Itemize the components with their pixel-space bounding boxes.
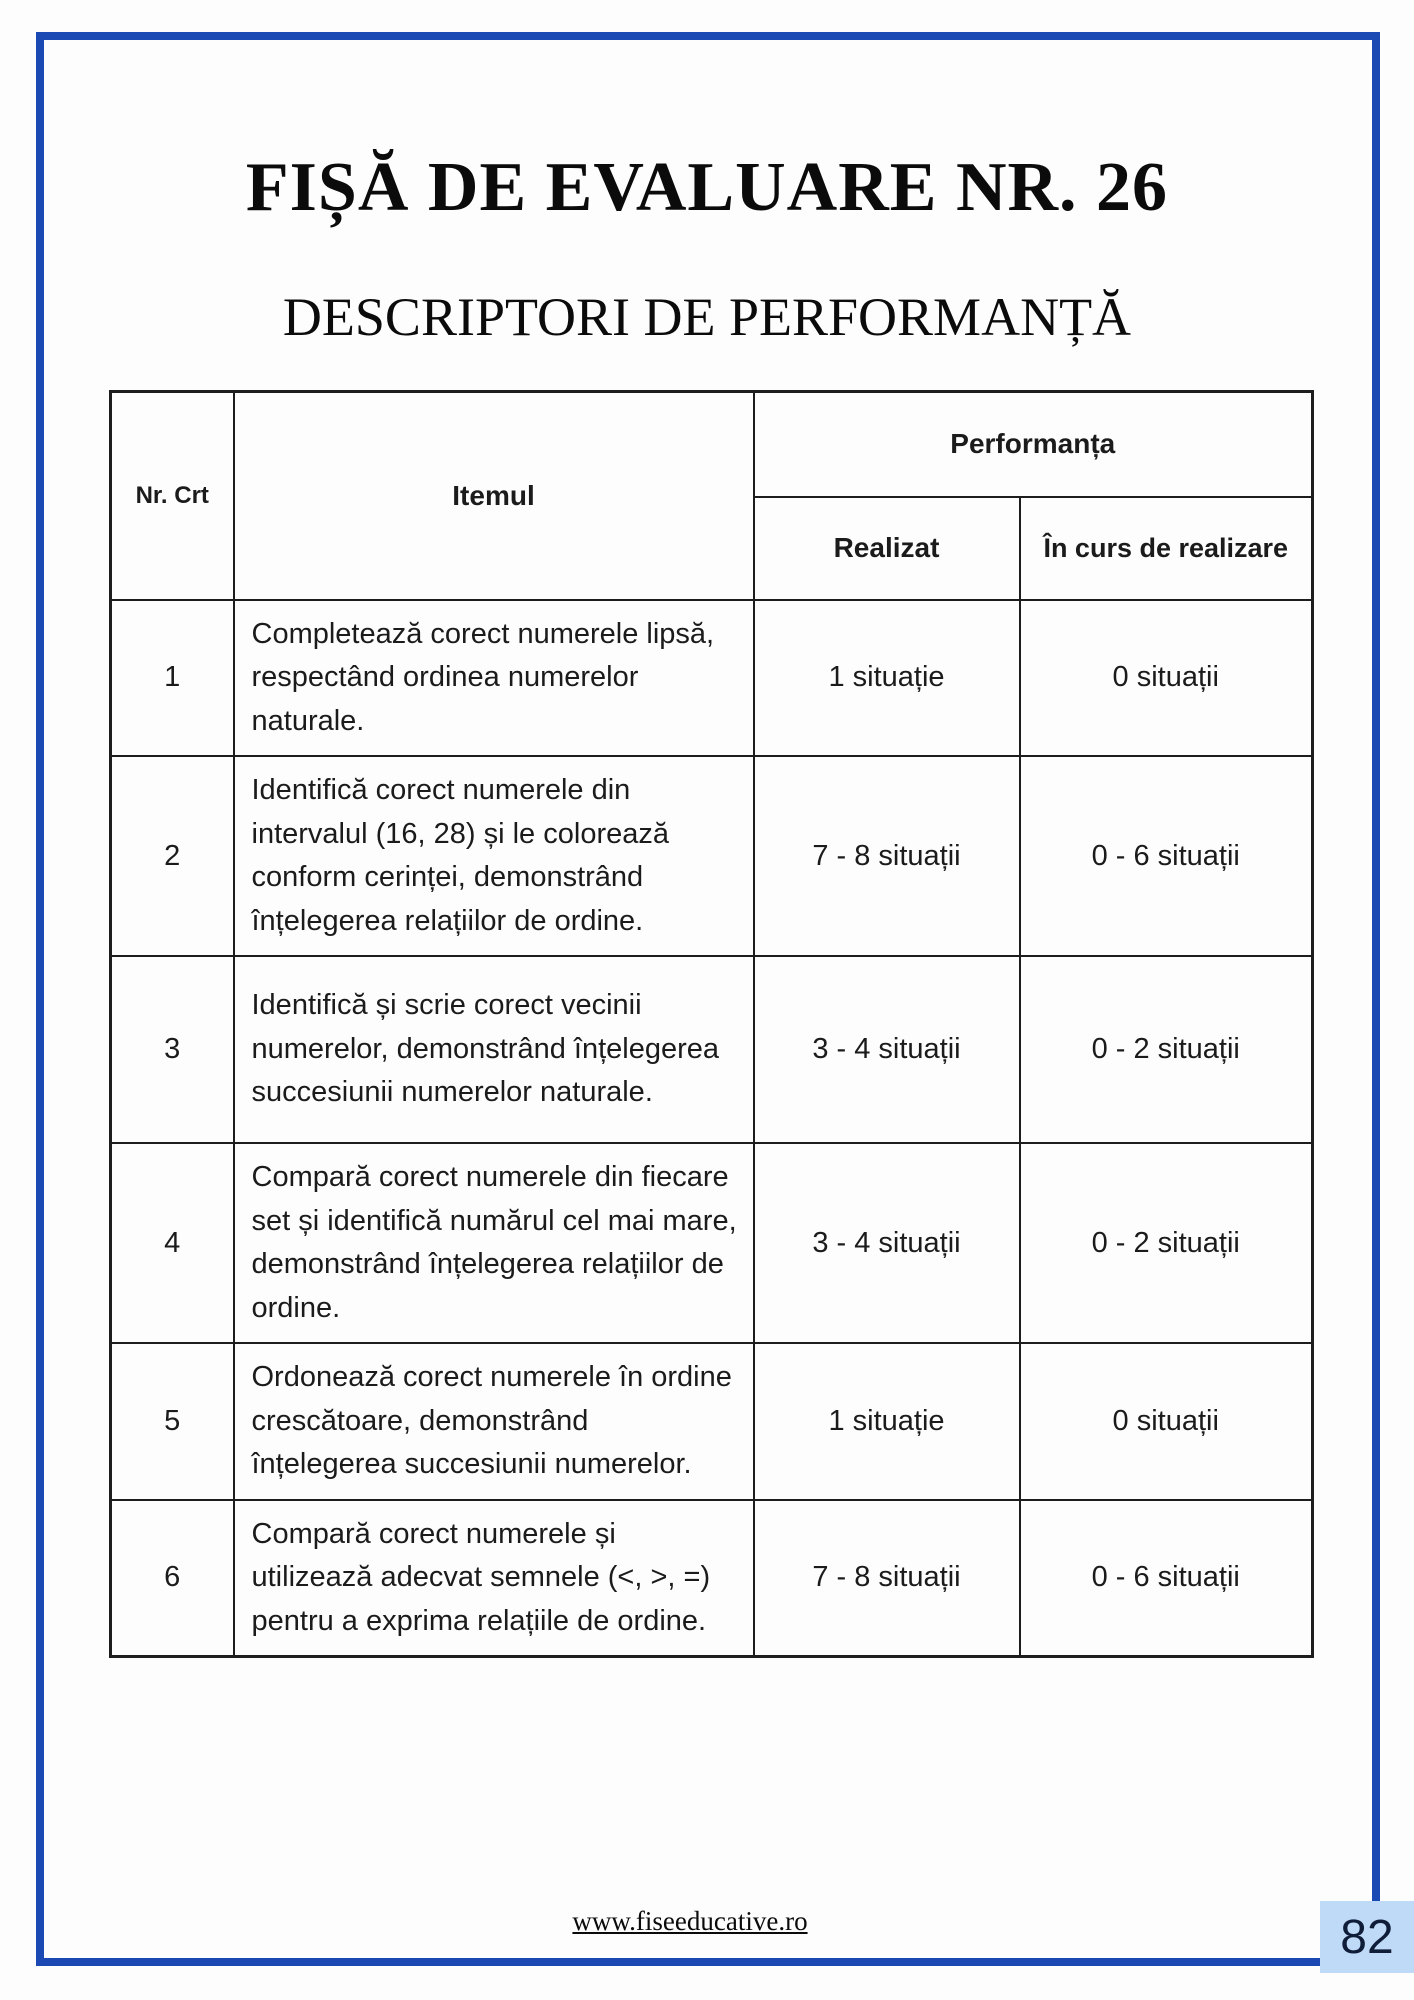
header-in-curs: În curs de realizare: [1020, 497, 1313, 600]
header-performanta: Performanța: [754, 392, 1313, 497]
cell-nr-4: 4: [111, 1143, 234, 1343]
page-number: 82: [1340, 1910, 1394, 1964]
cell-item-2: Identifică corect numerele din intervalul (16, 28) și le colorează conform cerinței, demonstrând înțelegerea relațiilor de ordine.: [234, 756, 754, 956]
cell-nr-5: 5: [111, 1343, 234, 1500]
footer-site-link[interactable]: www.fiseeducative.ro: [572, 1906, 808, 1936]
cell-item-5: Ordonează corect numerele în ordine crescătoare, demonstrând înțelegerea succesiunii numerelor.: [234, 1343, 754, 1500]
cell-item-6: Compară corect numerele și utilizează adecvat semnele (<, >, =) pentru a exprima relațiile de ordine.: [234, 1500, 754, 1657]
cell-nr-3: 3: [111, 956, 234, 1143]
footer: [0, 1906, 1380, 1937]
cell-nr-1: 1: [111, 600, 234, 757]
cell-in-curs-4: 0 - 2 situații: [1020, 1143, 1313, 1343]
cell-realizat-5: 1 situație: [754, 1343, 1020, 1500]
cell-item-1: Completează corect numerele lipsă, respectând ordinea numerelor naturale.: [234, 600, 754, 757]
table-row: [111, 1143, 1313, 1343]
cell-realizat-6: 7 - 8 situații: [754, 1500, 1020, 1657]
page-number-box: [1320, 1901, 1414, 1973]
cell-in-curs-6: 0 - 6 situații: [1020, 1500, 1313, 1657]
header-nr-crt: Nr. Crt: [111, 392, 234, 600]
page-subtitle: DESCRIPTORI DE PERFORMANȚĂ: [282, 287, 1132, 347]
cell-realizat-3: 3 - 4 situații: [754, 956, 1020, 1143]
table-row: [111, 1343, 1313, 1500]
table-row: [111, 600, 1313, 757]
cell-in-curs-3: 0 - 2 situații: [1020, 956, 1313, 1143]
cell-realizat-4: 3 - 4 situații: [754, 1143, 1020, 1343]
table-header-row-1: [111, 392, 1313, 497]
page-title: FIȘĂ DE EVALUARE NR. 26: [245, 149, 1169, 226]
table-row: [111, 956, 1313, 1143]
cell-nr-6: 6: [111, 1500, 234, 1657]
table-row: [111, 756, 1313, 956]
performance-descriptors-table: [109, 390, 1314, 1658]
header-itemul: Itemul: [234, 392, 754, 600]
cell-realizat-1: 1 situație: [754, 600, 1020, 757]
cell-in-curs-1: 0 situații: [1020, 600, 1313, 757]
cell-item-4: Compară corect numerele din fiecare set și identifică numărul cel mai mare, demonstrând înțelegerea relațiilor de ordine.: [234, 1143, 754, 1343]
table-row: [111, 1500, 1313, 1657]
cell-item-3: Identifică și scrie corect vecinii numerelor, demonstrând înțelegerea succesiunii numerelor naturale.: [234, 956, 754, 1143]
cell-in-curs-5: 0 situații: [1020, 1343, 1313, 1500]
cell-realizat-2: 7 - 8 situații: [754, 756, 1020, 956]
cell-in-curs-2: 0 - 6 situații: [1020, 756, 1313, 956]
cell-nr-2: 2: [111, 756, 234, 956]
header-realizat: Realizat: [754, 497, 1020, 600]
